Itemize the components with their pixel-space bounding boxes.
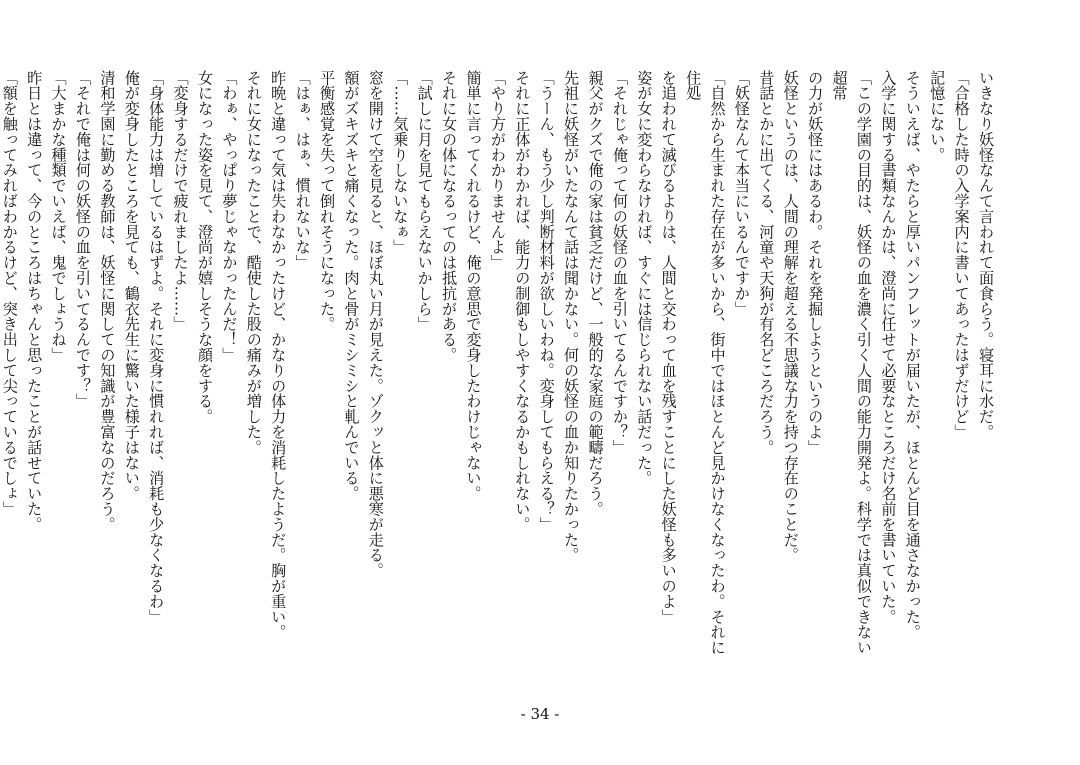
page-number: - 34 - xyxy=(520,705,560,723)
text-line: 「額を触ってみればわかるけど、突き出して尖っているでしょ」 xyxy=(0,70,19,517)
text-line: そういえば、やたらと厚いパンフレットが届いたが、ほとんど目を通さなかった。 xyxy=(903,70,922,640)
text-line: 記憶にない。 xyxy=(928,70,947,163)
text-line: 「妖怪なんて本当にいるんですか」 xyxy=(732,70,751,317)
text-line: 清和学園に勤める教師は、妖怪に関しての知識が豊富なのだろう。 xyxy=(98,70,117,532)
text-line: 女になった姿を見て、澄尚が嬉しそうな顔をする。 xyxy=(196,70,214,425)
text-line: 額がズキズキと痛くなった。肉と骨がミシミシと軋んでいる。 xyxy=(342,70,361,502)
text-line: 先祖に妖怪がいたなんて話は聞かない。何の妖怪の血か知りたかった。 xyxy=(562,70,581,563)
text-line: 「身体能力は増しているはずよ。それに変身に慣れれば、消耗も少なくなるわ」 xyxy=(147,70,166,625)
text-line: 「この学園の目的は、妖怪の血を濃く引く人間の能力開発よ。科学では真似できない超常 xyxy=(830,70,873,656)
text-line: いきなり妖怪なんて言われて面食らう。寝耳に水だ。 xyxy=(977,70,995,440)
text-line: 「試しに月を見てもらえないかしら」 xyxy=(415,70,434,332)
text-line: 「うーん、もう少し判断材料が欲しいわね。変身してもらえる？」 xyxy=(537,70,556,532)
text-line: を追われて滅びるよりは、人間と交わって血を残すことにした妖怪も多いのよ」 xyxy=(659,70,678,625)
text-line: 「合格した時の入学案内に書いてあったはずだけど」 xyxy=(952,70,971,440)
vertical-text-body xyxy=(0,70,998,656)
text-line: 「……気乗りしないなぁ」 xyxy=(391,70,410,255)
text-line: 昨日とは違って、今のところはちゃんと思ったことが話せていた。 xyxy=(25,70,44,532)
text-line: 「はぁ、はぁ、慣れないな」 xyxy=(293,70,312,271)
text-line: 昔話とかに出てくる、河童や天狗が有名どころだろう。 xyxy=(757,70,776,455)
text-line: 「それじゃ俺って何の妖怪の血を引いてるんですか？」 xyxy=(610,70,629,455)
text-line: の力が妖怪にはあるわ。それを発掘しようというのよ」 xyxy=(806,70,825,455)
text-line: 平衡感覚を失って倒れそうになった。 xyxy=(318,70,337,332)
text-line: 入学に関する書類なんかは、澄尚に任せて必要なところだけ名前を書いていた。 xyxy=(879,70,898,625)
text-line: それに女になったことで、酷使した股の痛みが増した。 xyxy=(244,70,263,455)
text-line: 「わぁ、やっぱり夢じゃなかったんだ！」 xyxy=(220,70,239,363)
text-line: 簡単に言ってくれるけど、俺の意思で変身したわけじゃない。 xyxy=(464,70,483,502)
text-line: それに正体がわかれば、能力の制御もしやすくなるかもしれない。 xyxy=(513,70,532,532)
text-line: 「それで俺は何の妖怪の血を引いてるんです？」 xyxy=(73,70,92,409)
text-line: それに女の体になるってのは抵抗がある。 xyxy=(440,70,459,363)
text-line: 姿が女に変わらなければ、すぐには信じられない話だった。 xyxy=(635,70,654,486)
text-line: 「自然から生まれた存在が多いから、街中ではほとんど見かけなくなったわ。それに住処 xyxy=(684,70,727,656)
text-line: 妖怪というのは、人間の理解を超える不思議な力を持つ存在のことだ。 xyxy=(781,70,800,563)
text-line: 「やり方がわかりませんよ」 xyxy=(488,70,507,271)
text-line: 俺が変身したところを見ても、鶴衣先生に驚いた様子はない。 xyxy=(122,70,141,502)
text-line: 窓を開けて空を見ると、ほぼ丸い月が見えた。ゾクッと体に悪寒が走る。 xyxy=(366,70,385,579)
text-line: 「変身するだけで疲れましたよ……」 xyxy=(171,70,190,332)
text-line: 親父がクズで俺の家は貧乏だけど、一般的な家庭の範疇だろう。 xyxy=(586,70,605,517)
text-line: 昨晩と違って気は失わなかったけど、かなりの体力を消耗したようだ。胸が重い。 xyxy=(269,70,288,640)
text-line: 「大まかな種類でいえば、鬼でしょうね」 xyxy=(49,70,68,363)
